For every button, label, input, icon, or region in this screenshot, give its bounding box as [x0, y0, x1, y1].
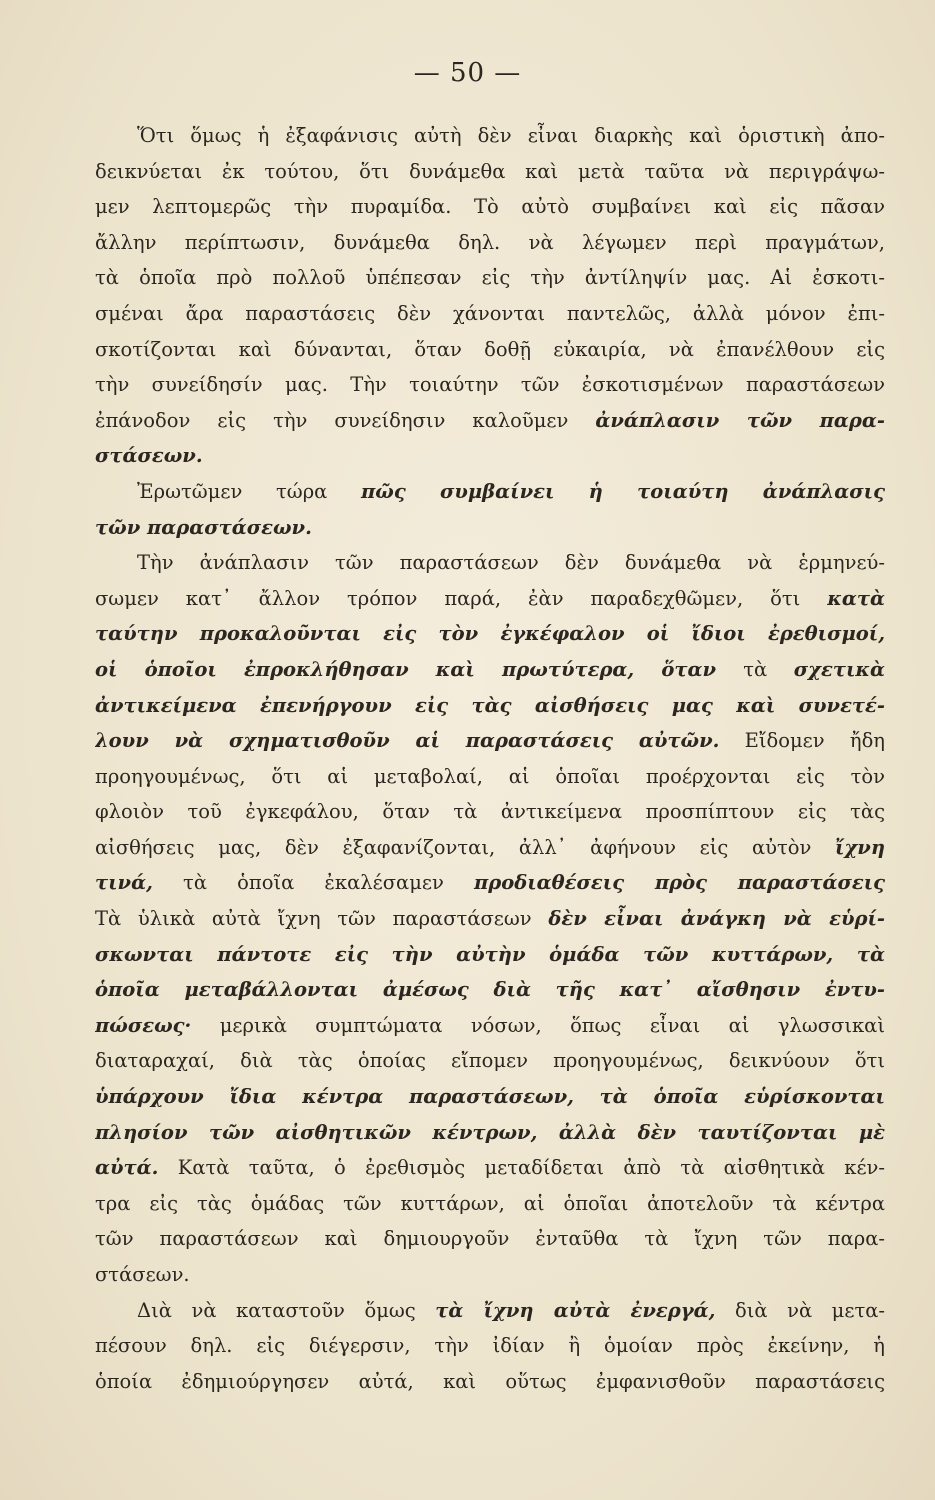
- text-segment: τὰ: [743, 657, 794, 681]
- text-segment: τῶν παραστάσεων καὶ δημιουργοῦν ἐνταῦθα τὰ ἴχνη τῶν παρα-: [95, 1227, 885, 1251]
- text-segment: μερικὰ συμπτώματα νόσων, ὅπως εἶναι αἱ γλωσσικαὶ: [191, 1013, 885, 1037]
- text-segment: Τὰ ὑλικὰ αὐτὰ ἴχνη τῶν παραστάσεων: [95, 907, 549, 931]
- text-segment: φλοιὸν τοῦ ἐγκεφάλου, ὅταν τὰ ἀντικείμενα προσπίπτουν εἰς τὰς: [95, 800, 885, 824]
- text-line: [95, 688, 885, 724]
- emphasized-text: ἀντικείμενα ἐπενήργουν εἰς τὰς αἰσθήσεις μας καὶ συνετέ-: [95, 693, 885, 717]
- text-line: [95, 510, 885, 546]
- emphasized-text: πώσεως·: [95, 1013, 192, 1037]
- emphasized-text: οἱ ὁποῖοι ἐπροκλήθησαν καὶ πρωτύτερα, ὅταν: [95, 657, 744, 681]
- emphasized-text: πλησίον τῶν αἰσθητικῶν κέντρων, ἀλλὰ δὲν ταυτίζονται μὲ: [95, 1120, 885, 1144]
- emphasized-text: προδιαθέσεις πρὸς παραστάσεις: [473, 871, 885, 895]
- emphasized-text: στάσεων.: [95, 444, 203, 468]
- text-line: [95, 260, 885, 296]
- text-line: [95, 545, 885, 581]
- text-line: [95, 296, 885, 332]
- text-segment: Διὰ νὰ καταστοῦν ὅμως: [137, 1298, 436, 1322]
- text-segment: προηγουμένως, ὅτι αἱ μεταβολαί, αἱ ὁποῖαι προέρχονται εἰς τὸν: [95, 764, 885, 788]
- text-segment: Εἴδομεν ἤδη: [719, 729, 885, 753]
- text-segment: σκοτίζονται καὶ δύνανται, ὅταν δοθῇ εὐκαιρία, νὰ ἐπανέλθουν εἰς: [95, 337, 885, 361]
- emphasized-text: σχετικὰ: [793, 657, 885, 681]
- emphasized-text: ὁποῖα μεταβάλλονται ἀμέσως διὰ τῆς κατ᾽ αἴσθησιν ἐντυ-: [95, 978, 885, 1002]
- text-line: [95, 189, 885, 225]
- text-segment: τρα εἰς τὰς ὁμάδας τῶν κυττάρων, αἱ ὁποῖαι ἀποτελοῦν τὰ κέντρα: [95, 1191, 885, 1215]
- text-segment: τὰ ὁποῖα πρὸ πολλοῦ ὑπέπεσαν εἰς τὴν ἀντίληψίν μας. Αἱ ἐσκοτι-: [95, 266, 885, 290]
- text-line: [95, 154, 885, 190]
- text-segment: τὴν συνείδησίν μας. Τὴν τοιαύτην τῶν ἐσκοτισμένων παραστάσεων: [95, 373, 885, 397]
- text-line: [95, 225, 885, 261]
- text-segment: Ὅτι ὅμως ἡ ἐξαφάνισις αὐτὴ δὲν εἶναι διαρκὴς καὶ ὁριστικὴ ἀπο-: [137, 124, 885, 147]
- text-line: [95, 616, 885, 652]
- text-line: [95, 1079, 885, 1115]
- emphasized-text: σκωνται πάντοτε εἰς τὴν αὐτὴν ὁμάδα τῶν κυττάρων, τὰ: [95, 942, 885, 966]
- text-line: [95, 1293, 885, 1329]
- text-line: [95, 118, 885, 154]
- text-line: [95, 1043, 885, 1079]
- text-segment: μεν λεπτομερῶς τὴν πυραμίδα. Τὸ αὐτὸ συμβαίνει καὶ εἰς πᾶσαν: [95, 195, 885, 219]
- text-segment: δεικνύεται ἐκ τούτου, ὅτι δυνάμεθα καὶ μετὰ ταῦτα νὰ περιγράψω-: [95, 159, 885, 183]
- text-segment: Τὴν ἀνάπλασιν τῶν παραστάσεων δὲν δυνάμεθα νὰ ἑρμηνεύ-: [137, 551, 885, 575]
- text-segment: διὰ νὰ μετα-: [715, 1298, 885, 1322]
- emphasized-text: πῶς συμβαίνει ἡ τοιαύτη ἀνάπλασις: [361, 479, 885, 503]
- text-segment: ἄλλην περίπτωσιν, δυνάμεθα δηλ. νὰ λέγωμεν περὶ πραγμάτων,: [95, 230, 885, 254]
- text-line: [95, 332, 885, 368]
- emphasized-text: τὰ ἴχνη αὐτὰ ἐνεργά,: [435, 1298, 716, 1322]
- text-segment: σμέναι ἄρα παραστάσεις δὲν χάνονται παντελῶς, ἀλλὰ μόνον ἐπι-: [95, 301, 885, 325]
- text-line: [95, 652, 885, 688]
- text-segment: τὰ ὁποῖα ἐκαλέσαμεν: [152, 871, 474, 895]
- emphasized-text: αὐτά.: [95, 1156, 159, 1180]
- emphasized-text: ἴχνη: [835, 835, 885, 859]
- page-number: — 50 —: [413, 58, 522, 88]
- text-segment: ἐπάνοδον εἰς τὴν συνείδησιν καλοῦμεν: [95, 408, 596, 432]
- text-line: [95, 581, 885, 617]
- text-segment: στάσεων.: [95, 1263, 190, 1286]
- text-segment: Ἐρωτῶμεν τώρα: [137, 479, 362, 503]
- text-line: [95, 1150, 885, 1186]
- text-segment: διαταραχαί, διὰ τὰς ὁποίας εἴπομεν προηγουμένως, δεικνύουν ὅτι: [95, 1049, 885, 1073]
- text-line: [95, 865, 885, 901]
- text-line: [95, 1186, 885, 1222]
- emphasized-text: τῶν παραστάσεων.: [95, 515, 312, 539]
- text-line: [95, 1257, 885, 1293]
- text-line: [95, 759, 885, 795]
- text-line: [95, 474, 885, 510]
- text-line: [95, 1221, 885, 1257]
- text-line: [95, 1115, 885, 1151]
- emphasized-text: κατὰ: [827, 586, 885, 610]
- text-line: [95, 1008, 885, 1044]
- text-line: [95, 1364, 885, 1400]
- text-segment: ὁποία ἐδημιούργησεν αὐτά, καὶ οὕτως ἐμφανισθοῦν παραστάσεις: [95, 1369, 885, 1393]
- body-text: [95, 118, 885, 1399]
- text-segment: Κατὰ ταῦτα, ὁ ἐρεθισμὸς μεταδίδεται ἀπὸ τὰ αἰσθητικὰ κέν-: [158, 1156, 885, 1180]
- emphasized-text: λουν νὰ σχηματισθοῦν αἱ παραστάσεις αὐτῶν.: [95, 729, 720, 753]
- text-line: [95, 723, 885, 759]
- text-line: [95, 367, 885, 403]
- text-line: [95, 438, 885, 474]
- text-line: [95, 901, 885, 937]
- text-segment: σωμεν κατ᾽ ἄλλον τρόπον παρά, ἐὰν παραδεχθῶμεν, ὅτι: [95, 586, 828, 610]
- text-line: [95, 830, 885, 866]
- emphasized-text: δὲν εἶναι ἀνάγκη νὰ εὑρί-: [548, 907, 885, 931]
- text-line: [95, 972, 885, 1008]
- emphasized-text: ἀνάπλασιν τῶν παρα-: [595, 408, 885, 432]
- text-segment: πέσουν δηλ. εἰς διέγερσιν, τὴν ἰδίαν ἢ ὁμοίαν πρὸς ἐκείνην, ἡ: [95, 1334, 885, 1358]
- text-segment: αἰσθήσεις μας, δὲν ἐξαφανίζονται, ἀλλ᾽ ἀφήνουν εἰς αὐτὸν: [95, 835, 836, 859]
- text-line: [95, 937, 885, 973]
- text-line: [95, 403, 885, 439]
- emphasized-text: ὑπάρχουν ἴδια κέντρα παραστάσεων, τὰ ὁποῖα εὑρίσκονται: [95, 1085, 885, 1109]
- emphasized-text: τινά,: [95, 871, 153, 895]
- text-line: [95, 1328, 885, 1364]
- emphasized-text: ταύτην προκαλοῦνται εἰς τὸν ἐγκέφαλον οἱ ἴδιοι ἐρεθισμοί,: [95, 622, 885, 646]
- text-line: [95, 794, 885, 830]
